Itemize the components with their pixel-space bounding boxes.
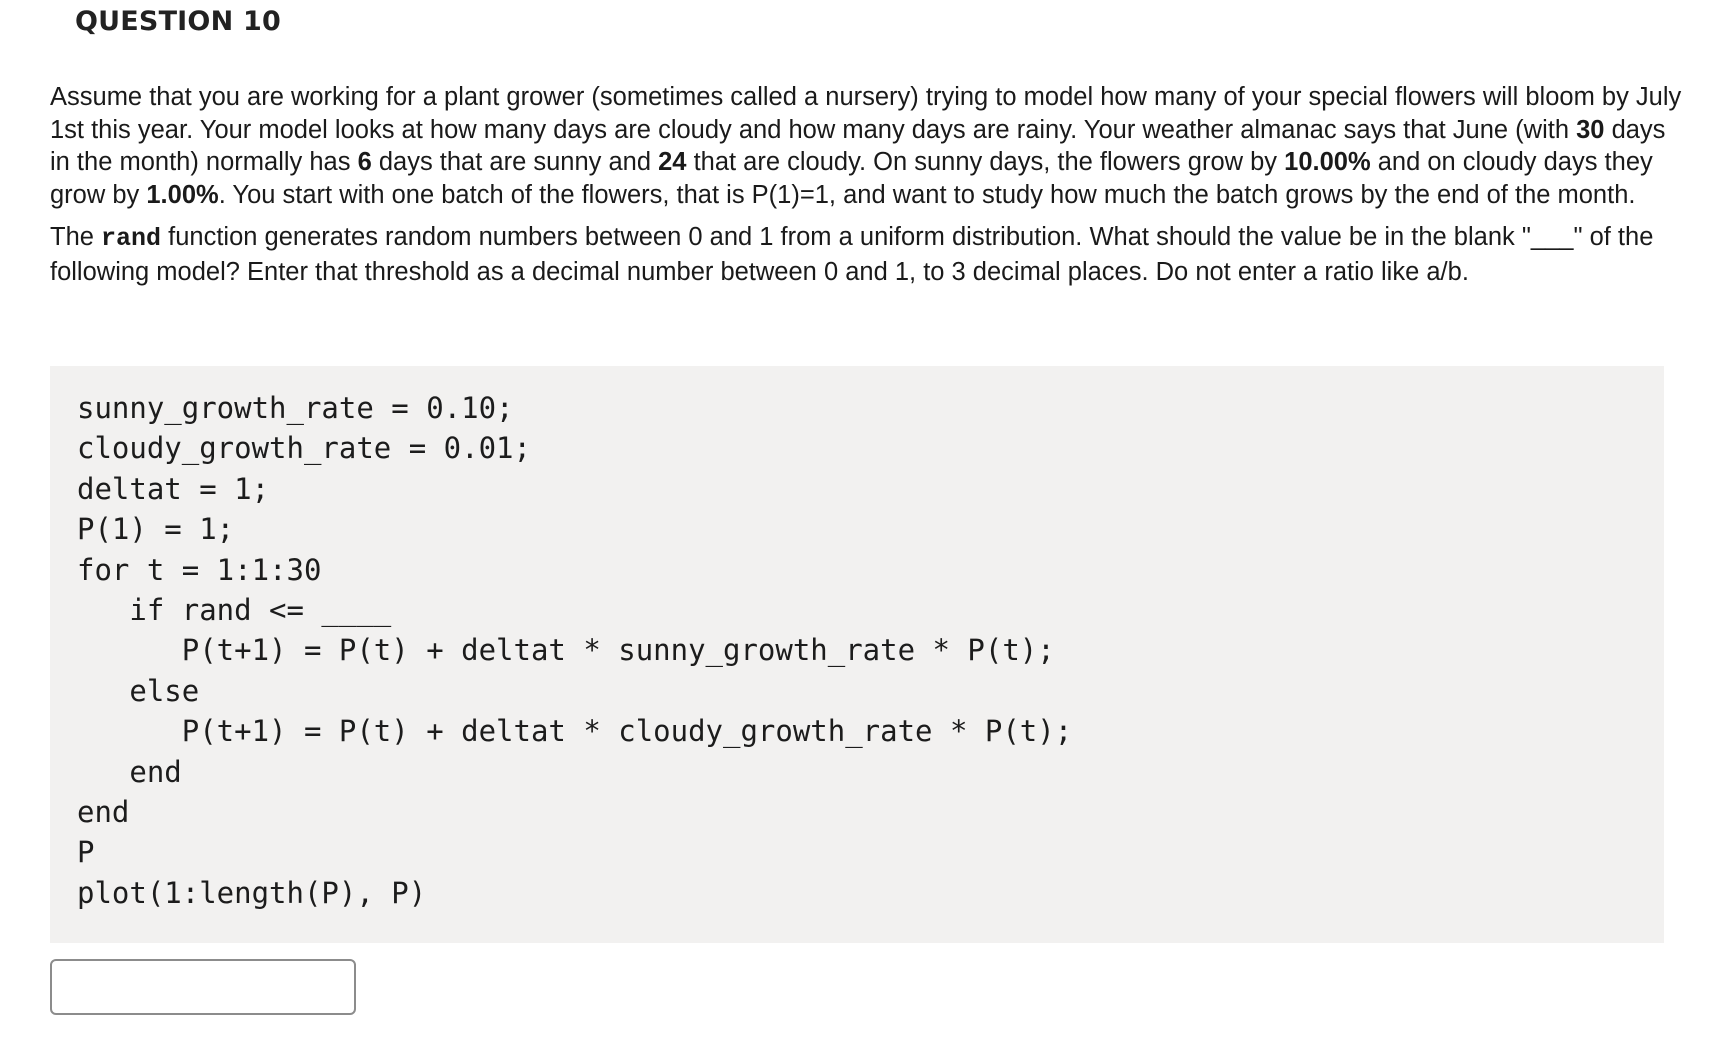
prompt-paragraph-instructions xyxy=(50,221,1690,288)
prompt-text: and on cloudy days they grow by xyxy=(50,148,1653,209)
code-line: P(t+1) = P(t) + deltat * sunny_growth_rate * P(t); xyxy=(77,633,1055,668)
code-line: P(1) = 1; xyxy=(77,512,235,547)
prompt-text: that are cloudy. On sunny days, the flowers grow by xyxy=(686,148,1285,176)
prompt-text: days that are sunny and xyxy=(371,148,659,176)
answer-input[interactable] xyxy=(50,959,356,1015)
prompt-text: Assume that you are working for a plant grower (sometimes called a nursery) trying to model how many of your special flowers will bloom by July 1st this year. Your model looks at how many days are cloudy and how many days are rainy. Your weather almanac says that June (with xyxy=(50,83,1682,144)
prompt-text: . You start with one batch of the flowers, that is P(1)=1, and want to study how much the batch grows by the end of the month. xyxy=(218,180,1636,209)
days-in-month-value: 30 xyxy=(1576,115,1605,144)
code-line: if rand <= ____ xyxy=(77,592,392,627)
question-title: QUESTION 10 xyxy=(75,6,281,37)
prompt-text: days in the month) normally has xyxy=(50,115,1666,176)
code-line: sunny_growth_rate = 0.10; xyxy=(77,391,514,425)
cloudy-rate-value: 1.00% xyxy=(146,180,219,209)
code-line: else xyxy=(77,673,200,708)
code-line: end xyxy=(77,794,130,829)
code-block xyxy=(50,366,1664,943)
code-line: cloudy_growth_rate = 0.01; xyxy=(77,431,531,466)
code-line: end xyxy=(77,754,182,789)
sunny-days-value: 6 xyxy=(357,148,372,176)
code-line: P(t+1) = P(t) + deltat * cloudy_growth_rate * P(t); xyxy=(77,714,1073,749)
sunny-rate-value: 10.00% xyxy=(1284,148,1371,176)
prompt-text: function generates random numbers between 0 and 1 from a uniform distribution. What should the value be in the blank "___" of the following model? Enter that threshold as a decimal number between 0 and 1, to 3 decimal places. Do not enter a ratio like a/b. xyxy=(50,223,1654,286)
cloudy-days-value: 24 xyxy=(658,148,687,176)
code-line: deltat = 1; xyxy=(77,471,270,506)
code-line: plot(1:length(P), P) xyxy=(77,875,427,910)
rand-function-name: rand xyxy=(101,224,162,253)
code-line: for t = 1:1:30 xyxy=(77,552,322,587)
prompt-text: The xyxy=(50,223,102,251)
prompt-paragraph-scenario xyxy=(50,81,1690,211)
code-listing xyxy=(77,388,1072,913)
code-line: P xyxy=(77,835,95,870)
question-prompt xyxy=(50,81,1690,298)
